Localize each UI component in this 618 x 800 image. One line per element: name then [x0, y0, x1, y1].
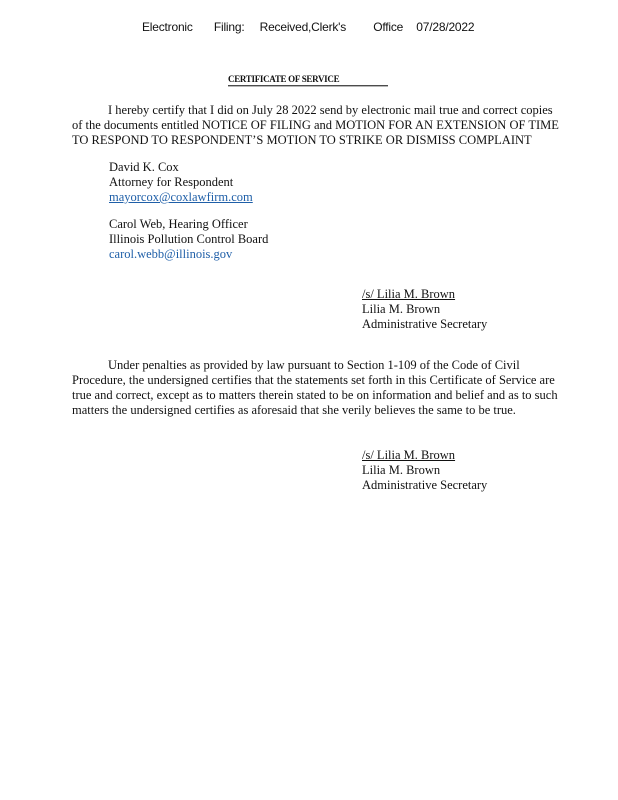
recipient-role: Attorney for Respondent	[109, 175, 234, 189]
document-title: CERTIFICATE OF SERVICE	[228, 74, 388, 87]
certify-line: TO RESPOND TO RESPONDENT’S MOTION TO STRIKE OR DISMISS COMPLAINT	[72, 133, 532, 147]
certify-paragraph	[72, 103, 612, 148]
filing-header	[142, 20, 474, 34]
signer-name: Lilia M. Brown	[362, 302, 441, 316]
penalty-paragraph	[72, 358, 612, 418]
recipient-block	[109, 217, 268, 262]
recipient-email-link[interactable]: mayorcox@coxlawfirm.com	[109, 190, 253, 204]
recipient-name: David K. Cox	[109, 160, 179, 174]
recipient-block	[109, 160, 253, 205]
signature-block	[362, 448, 487, 493]
penalty-line: Under penalties as provided by law pursuant to Section 1-109 of the Code of Civil	[108, 358, 520, 372]
signer-title: Administrative Secretary	[362, 478, 488, 492]
header-office: Office	[373, 20, 404, 34]
signature-line: /s/ Lilia M. Brown	[362, 448, 456, 462]
header-received: Received,Clerk's	[259, 20, 347, 34]
recipient-role: Illinois Pollution Control Board	[109, 232, 269, 246]
recipient-name: Carol Web, Hearing Officer	[109, 217, 248, 231]
penalty-line: Procedure, the undersigned certifies that the statements set forth in this Certificate of Service are	[72, 373, 555, 387]
certify-line: of the documents entitled NOTICE OF FILING and MOTION FOR AN EXTENSION OF TIME	[72, 118, 559, 132]
header-filing: Filing:	[213, 20, 245, 34]
certify-line: I hereby certify that I did on July 28 2022 send by electronic mail true and correct copies	[108, 103, 553, 117]
recipient-email-link[interactable]: carol.webb@illinois.gov	[109, 247, 233, 261]
header-electronic: Electronic	[142, 20, 193, 34]
penalty-line: matters the undersigned certifies as aforesaid that she verily believes the same to be true.	[72, 403, 516, 417]
signature-block	[362, 287, 487, 332]
signature-line: /s/ Lilia M. Brown	[362, 287, 456, 301]
signer-name: Lilia M. Brown	[362, 463, 441, 477]
signer-title: Administrative Secretary	[362, 317, 488, 331]
header-date: 07/28/2022	[416, 20, 475, 34]
penalty-line: true and correct, except as to matters therein stated to be on information and belief and as to such	[72, 388, 558, 402]
